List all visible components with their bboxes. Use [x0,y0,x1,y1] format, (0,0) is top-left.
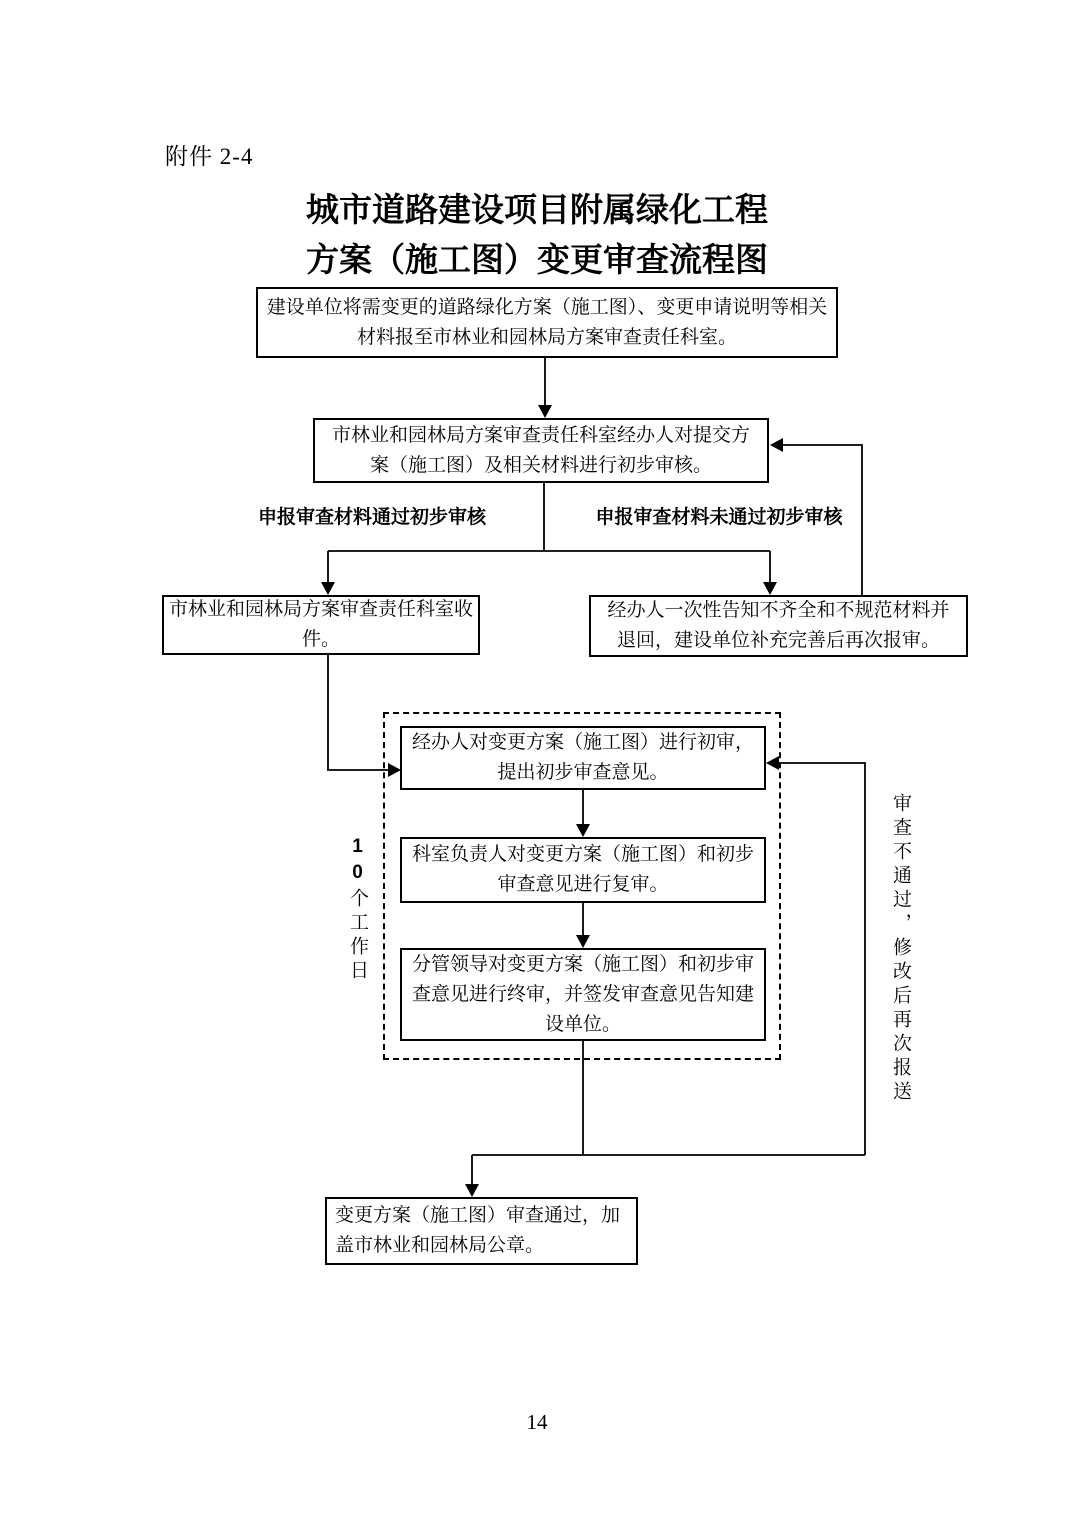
duration-label [344,836,370,984]
flow-box-receive [162,595,480,655]
arrow-branch-pass [321,551,335,595]
title-line-1: 城市道路建设项目附属绿化工程 [306,193,768,229]
duration-number: 10 [347,836,368,888]
branch-label-pass: 申报审查材料通过初步审核 [257,507,486,528]
flow-box-submit [256,287,838,358]
reject-loop-label: 审查不通过，修改后再次报送 [890,793,911,1105]
flow-box-initial-review [400,726,766,790]
flow-box-final-review [400,948,766,1041]
arrow-branch-fail [763,551,777,595]
flow-box-return-materials-text: 经办人一次性告知不齐全和不规范材料并退回，建设单位补充完善后再次报审。 [607,600,950,651]
flow-box-submit-text: 建设单位将需变更的道路绿化方案（施工图）、变更申请说明等相关材料报至市林业和园林局方案审查责任科室。 [266,296,828,348]
flow-box-initial-review-text: 经办人对变更方案（施工图）进行初审，提出初步审查意见。 [411,732,754,783]
title-line-2: 方案（施工图）变更审查流程图 [306,243,768,279]
flow-box-second-review-text: 科室负责人对变更方案（施工图）和初步审查意见进行复审。 [411,844,754,895]
duration-unit: 个工作日 [347,888,368,984]
flow-box-approved-text: 变更方案（施工图）审查通过，加盖市林业和园林局公章。 [335,1205,621,1256]
page-number: 14 [526,1410,548,1434]
flow-box-preliminary-check-text: 市林业和园林局方案审查责任科室经办人对提交方案（施工图）及相关材料进行初步审核。 [331,424,750,476]
branch-label-fail: 申报审查材料未通过初步审核 [595,507,843,528]
arrow-junction-to-approved [465,1155,479,1197]
arrow-submit-to-check [538,358,552,418]
flow-box-second-review [400,837,766,903]
flow-box-return-materials [589,595,968,657]
flow-box-receive-text: 市林业和园林局方案审查责任科室收件。 [168,599,473,650]
attachment-label: 附件 2-4 [165,144,254,169]
flow-box-final-review-text: 分管领导对变更方案（施工图）和初步审查意见进行终审，并签发审查意见告知建设单位。 [411,953,754,1035]
flow-box-approved [325,1197,638,1265]
flow-box-preliminary-check [313,418,769,483]
